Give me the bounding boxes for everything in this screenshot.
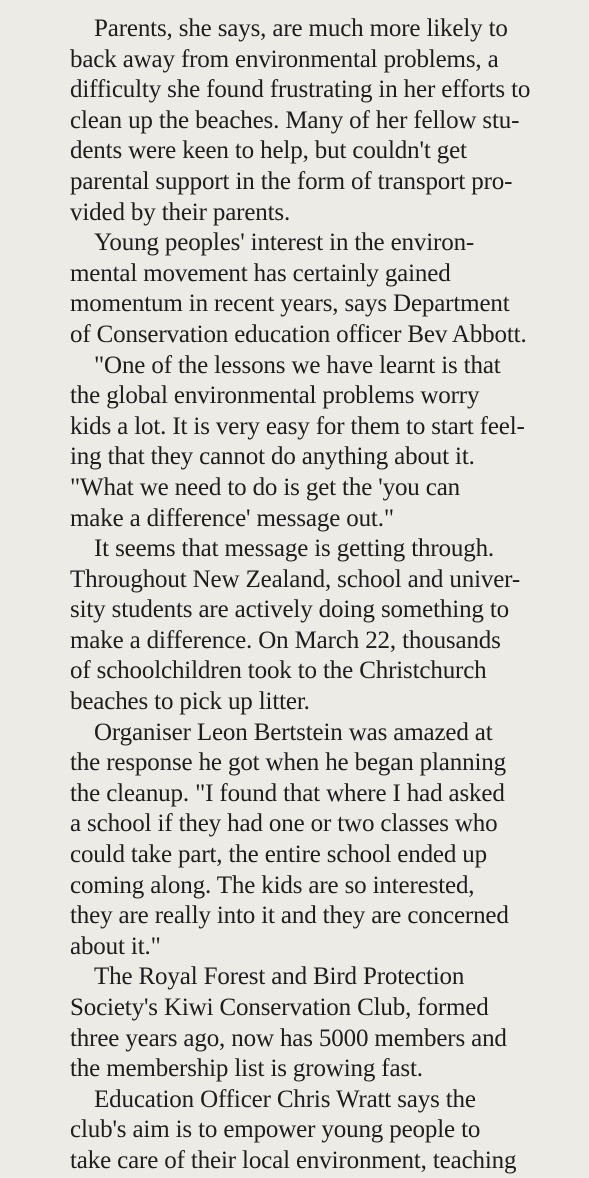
text-line: they are really into it and they are concerned	[70, 902, 509, 930]
text-line: make a difference' message out."	[70, 504, 394, 532]
text-line: coming along. The kids are so interested,	[70, 871, 475, 899]
text-line: Young peoples' interest in the environ-	[94, 229, 475, 257]
text-line: a school if they had one or two classes who	[70, 810, 498, 838]
text-line: club's aim is to empower young people to	[70, 1116, 481, 1144]
text-line: the membership list is growing fast.	[70, 1055, 423, 1083]
text-line: It seems that message is getting through.	[94, 535, 495, 563]
text-line: The Royal Forest and Bird Protection	[94, 963, 465, 991]
text-line: ing that they cannot do anything about it.	[70, 443, 475, 471]
paragraph-message-getting-through	[70, 534, 579, 718]
text-line: mental movement has certainly gained	[70, 259, 451, 287]
text-line: the global environmental problems worry	[70, 382, 480, 410]
paragraph-kiwi-conservation-club	[70, 962, 579, 1084]
text-line: Education Officer Chris Wratt says the	[94, 1085, 476, 1113]
text-line: dents were keen to help, but couldn't get	[70, 137, 467, 165]
paragraph-lessons-learnt	[70, 351, 579, 535]
text-line: "What we need to do is get the 'you can	[70, 473, 460, 501]
paragraph-organiser-quote	[70, 718, 579, 963]
text-line: difficulty she found frustrating in her efforts to	[70, 76, 531, 104]
paragraph-young-peoples-interest	[70, 228, 579, 350]
text-line: kids a lot. It is very easy for them to start feel-	[70, 412, 525, 440]
text-line: make a difference. On March 22, thousands	[70, 626, 501, 654]
text-line: take care of their local environment, teaching	[70, 1146, 517, 1174]
text-line: momentum in recent years, says Department	[70, 290, 510, 318]
paragraph-parents	[70, 14, 579, 228]
text-line: of schoolchildren took to the Christchurch	[70, 657, 487, 685]
text-line: beaches to pick up litter.	[70, 688, 310, 716]
text-line: sity students are actively doing something to	[70, 596, 510, 624]
text-line: the response he got when he began planning	[70, 749, 506, 777]
text-line: Throughout New Zealand, school and univer-	[70, 565, 521, 593]
text-line: Parents, she says, are much more likely to	[94, 15, 508, 42]
text-line: vided by their parents.	[70, 198, 291, 226]
text-line: three years ago, now has 5000 members and	[70, 1024, 507, 1052]
text-line: Organiser Leon Bertstein was amazed at	[94, 718, 493, 746]
text-line: "One of the lessons we have learnt is that	[94, 351, 501, 379]
text-line: back away from environmental problems, a	[70, 45, 499, 73]
text-line: Society's Kiwi Conservation Club, formed	[70, 994, 489, 1021]
text-line: could take part, the entire school ended up	[70, 841, 488, 869]
text-line: parental support in the form of transport pro-	[70, 167, 513, 195]
text-line: the cleanup. "I found that where I had asked	[70, 779, 505, 807]
text-line: about it."	[70, 932, 161, 960]
text-line: clean up the beaches. Many of her fellow stu-	[70, 106, 520, 134]
paragraph-education-officer	[70, 1085, 579, 1177]
article-column	[70, 14, 579, 1177]
text-line: of Conservation education officer Bev Abbott.	[70, 320, 527, 348]
